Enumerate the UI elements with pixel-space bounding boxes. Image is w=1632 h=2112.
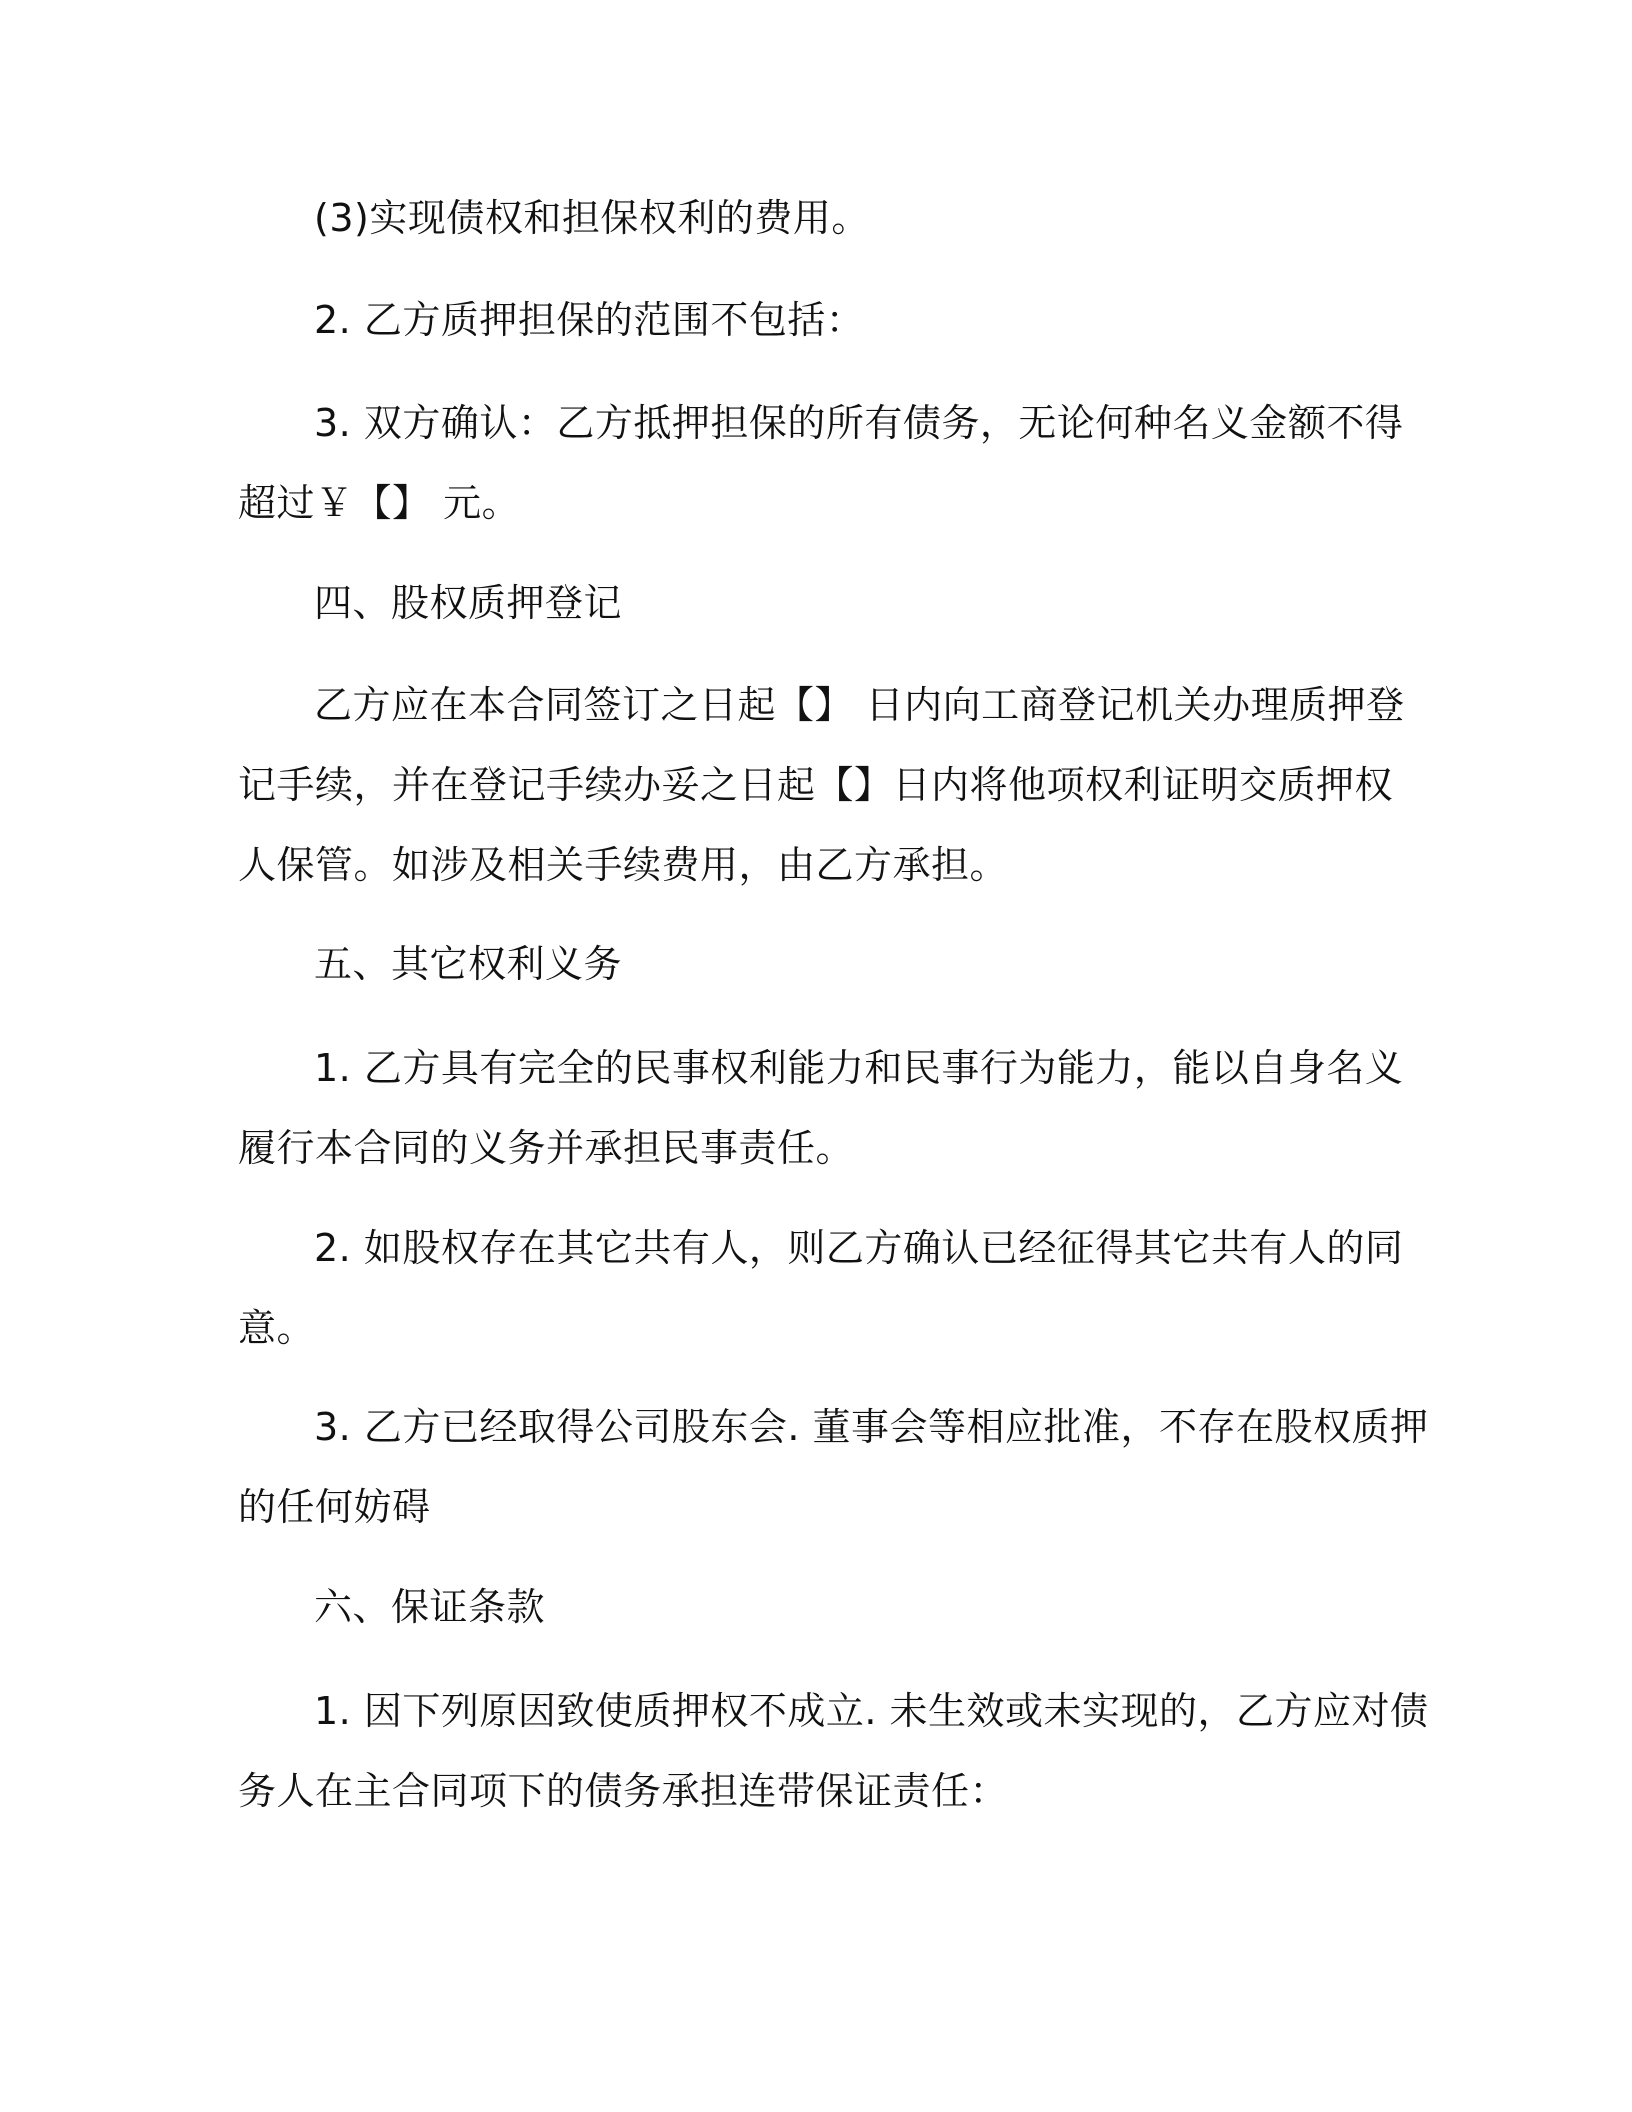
text-line: (3)实现债权和担保权利的费用。 — [314, 196, 870, 240]
paragraph-capacity — [238, 1028, 1404, 1188]
paragraph-scope-exclusion — [238, 280, 1398, 360]
text-line: 1. 乙方具有完全的民事权利能力和民事行为能力，能以自身名义 — [314, 1046, 1404, 1090]
text-line: 2. 乙方质押担保的范围不包括： — [314, 298, 865, 342]
paragraph-co-owner-consent — [238, 1208, 1404, 1368]
paragraph-amount-cap — [238, 383, 1404, 543]
section-heading-pledge-registration — [238, 563, 1398, 643]
text-line: 四、股权质押登记 — [314, 581, 623, 625]
text-line: 五、其它权利义务 — [314, 942, 623, 986]
text-line: 人保管。如涉及相关手续费用，由乙方承担。 — [238, 843, 1009, 887]
paragraph-joint-liability — [238, 1671, 1429, 1831]
text-line: 超过￥【】 元。 — [238, 481, 521, 525]
paragraph-expenses — [238, 178, 1398, 258]
text-line: 意。 — [238, 1306, 316, 1350]
text-line: 记手续，并在登记手续办妥之日起【】日内将他项权利证明交质押权 — [238, 763, 1394, 807]
section-heading-guarantee — [238, 1567, 1398, 1647]
text-line: 履行本合同的义务并承担民事责任。 — [238, 1126, 855, 1170]
text-line: 2. 如股权存在其它共有人，则乙方确认已经征得其它共有人的同 — [314, 1226, 1404, 1270]
text-line: 1. 因下列原因致使质押权不成立. 未生效或未实现的，乙方应对债 — [314, 1689, 1429, 1733]
text-line: 务人在主合同项下的债务承担连带保证责任： — [238, 1769, 1009, 1813]
text-line: 六、保证条款 — [314, 1585, 546, 1629]
section-heading-other-rights — [238, 924, 1398, 1004]
text-line: 乙方应在本合同签订之日起【】 日内向工商登记机关办理质押登 — [314, 683, 1405, 727]
paragraph-board-approval — [238, 1387, 1429, 1547]
paragraph-registration — [238, 665, 1405, 905]
text-line: 3. 双方确认：乙方抵押担保的所有债务，无论何种名义金额不得 — [314, 401, 1404, 445]
text-line: 的任何妨碍 — [238, 1485, 431, 1529]
text-line: 3. 乙方已经取得公司股东会. 董事会等相应批准，不存在股权质押 — [314, 1405, 1429, 1449]
